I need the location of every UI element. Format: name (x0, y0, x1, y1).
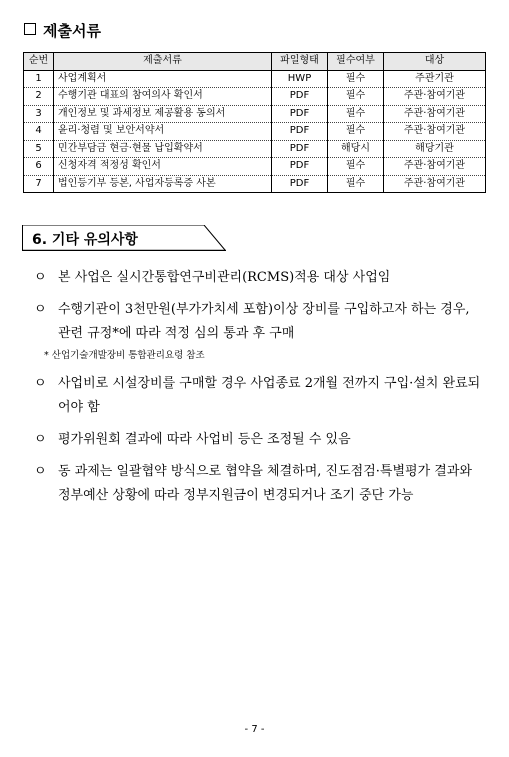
section-title-text: 제출서류 (43, 22, 101, 40)
cell-document: 개인정보 및 과세정보 제공활용 동의서 (54, 105, 272, 123)
cell-target: 주관·참여기관 (384, 105, 486, 123)
table-row (24, 140, 486, 158)
bullet-icon: ㅇ (34, 302, 47, 317)
table-row (24, 105, 486, 123)
table-row (24, 123, 486, 141)
cell-document: 수행기관 대표의 참여의사 확인서 (54, 88, 272, 106)
cell-document: 윤리·청렴 및 보안서약서 (54, 123, 272, 141)
square-outline-icon (24, 23, 36, 35)
cell-required: 필수 (328, 70, 384, 88)
cell-document: 신청자격 적정성 확인서 (54, 158, 272, 176)
cell-target: 주관·참여기관 (384, 88, 486, 106)
list-item-text: 동 과제는 일괄협약 방식으로 협약을 체결하며, 진도점검·특별평가 결과와 정부예산 상황에 따라 정부지원금이 변경되거나 조기 중단 가능 (58, 464, 472, 503)
cell-required: 해당시 (328, 140, 384, 158)
header-document: 제출서류 (54, 53, 272, 71)
banner-title: 6. 기타 유의사항 (32, 232, 138, 248)
cell-no: 5 (24, 140, 54, 158)
cell-required: 필수 (328, 123, 384, 141)
page-number: - 7 - (244, 724, 265, 735)
table-row (24, 175, 486, 193)
cell-file-type: PDF (272, 88, 328, 106)
cell-no: 4 (24, 123, 54, 141)
header-file-type: 파일형태 (272, 53, 328, 71)
cell-required: 필수 (328, 88, 384, 106)
table-header-row (24, 53, 486, 71)
cell-file-type: HWP (272, 70, 328, 88)
header-target: 대상 (384, 53, 486, 71)
bullet-icon: ㅇ (34, 464, 47, 479)
cell-no: 3 (24, 105, 54, 123)
list-item (34, 372, 486, 420)
notes-list (34, 266, 486, 516)
header-required: 필수여부 (328, 53, 384, 71)
cell-target: 주관·참여기관 (384, 123, 486, 141)
cell-file-type: PDF (272, 123, 328, 141)
cell-target: 해당기관 (384, 140, 486, 158)
section-title (24, 20, 101, 41)
cell-document: 사업계획서 (54, 70, 272, 88)
cell-target: 주관·참여기관 (384, 158, 486, 176)
list-item-text: 본 사업은 실시간통합연구비관리(RCMS)적용 대상 사업임 (58, 270, 391, 285)
cell-no: 6 (24, 158, 54, 176)
cell-document: 민간부담금 현금·현물 납입확약서 (54, 140, 272, 158)
table-row (24, 158, 486, 176)
cell-required: 필수 (328, 105, 384, 123)
cell-target: 주관·참여기관 (384, 175, 486, 193)
cell-required: 필수 (328, 175, 384, 193)
cell-file-type: PDF (272, 105, 328, 123)
cell-target: 주관기관 (384, 70, 486, 88)
list-item (34, 266, 486, 290)
bullet-icon: ㅇ (34, 376, 47, 391)
cell-required: 필수 (328, 158, 384, 176)
header-no: 순번 (24, 53, 54, 71)
cell-no: 7 (24, 175, 54, 193)
list-item-text: 사업비로 시설장비를 구매할 경우 사업종료 2개월 전까지 구입·설치 완료되어야 함 (58, 376, 481, 415)
list-item (34, 298, 486, 346)
documents-table (23, 52, 486, 193)
cell-document: 법인등기부 등본, 사업자등록증 사본 (54, 175, 272, 193)
cell-file-type: PDF (272, 140, 328, 158)
list-item (34, 460, 486, 508)
cell-file-type: PDF (272, 158, 328, 176)
table-row (24, 88, 486, 106)
section-banner (22, 225, 226, 251)
cell-no: 1 (24, 70, 54, 88)
table-row (24, 70, 486, 88)
bullet-icon: ㅇ (34, 432, 47, 447)
bullet-icon: ㅇ (34, 270, 47, 285)
list-item (34, 428, 486, 452)
footnote: * 산업기술개발장비 통합관리요령 참조 (44, 350, 205, 361)
cell-no: 2 (24, 88, 54, 106)
list-item-text: 수행기관이 3천만원(부가가치세 포함)이상 장비를 구입하고자 하는 경우, 관련 규정*에 따라 적정 심의 통과 후 구매 (58, 302, 470, 341)
cell-file-type: PDF (272, 175, 328, 193)
list-item-text: 평가위원회 결과에 따라 사업비 등은 조정될 수 있음 (58, 432, 351, 447)
